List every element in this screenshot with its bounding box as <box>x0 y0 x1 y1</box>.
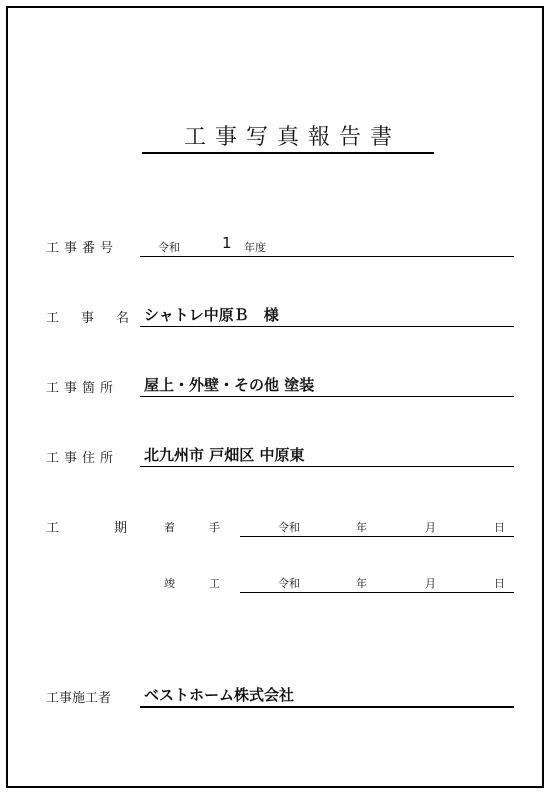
period-end-label: 竣工 <box>164 577 254 590</box>
label-construction-location: 工事箇所 <box>46 381 119 396</box>
label-construction-number: 工事番号 <box>46 241 119 256</box>
period-start-era: 令和 <box>278 521 300 534</box>
document-title: 工事写真報告書 <box>142 122 434 154</box>
period-start-year-unit: 年 <box>356 521 367 534</box>
label-construction-name-text: 工事名 <box>46 311 152 326</box>
underline-period-start <box>240 536 514 537</box>
underline-construction-location <box>140 396 514 397</box>
period-end-month-unit: 月 <box>425 577 436 590</box>
construction-address-value: 北九州市 戸畑区 中原東 <box>144 446 305 464</box>
label-construction-address: 工事住所 <box>46 451 119 466</box>
construction-name-value: シャトレ中原Ｂ 様 <box>144 306 279 324</box>
underline-construction-name <box>140 326 514 327</box>
period-start-label: 着手 <box>164 521 254 534</box>
underline-period-end <box>240 592 514 593</box>
contractor-value: ベストホーム株式会社 <box>144 686 295 704</box>
underline-contractor <box>140 706 514 708</box>
label-construction-name <box>46 307 151 326</box>
period-start-month-unit: 月 <box>425 521 436 534</box>
underline-construction-number <box>140 256 514 257</box>
label-construction-period: 工期 <box>46 521 183 536</box>
number-suffix: 年度 <box>244 241 266 254</box>
period-end-day-unit: 日 <box>494 577 505 590</box>
construction-location-value: 屋上・外壁・その他 塗装 <box>144 376 315 394</box>
label-contractor: 工事施工者 <box>46 691 112 706</box>
number-era: 令和 <box>158 241 180 254</box>
underline-construction-address <box>140 466 514 467</box>
period-end-era: 令和 <box>278 577 300 590</box>
period-start-day-unit: 日 <box>494 521 505 534</box>
number-year: 1 <box>222 234 232 252</box>
period-end-year-unit: 年 <box>356 577 367 590</box>
